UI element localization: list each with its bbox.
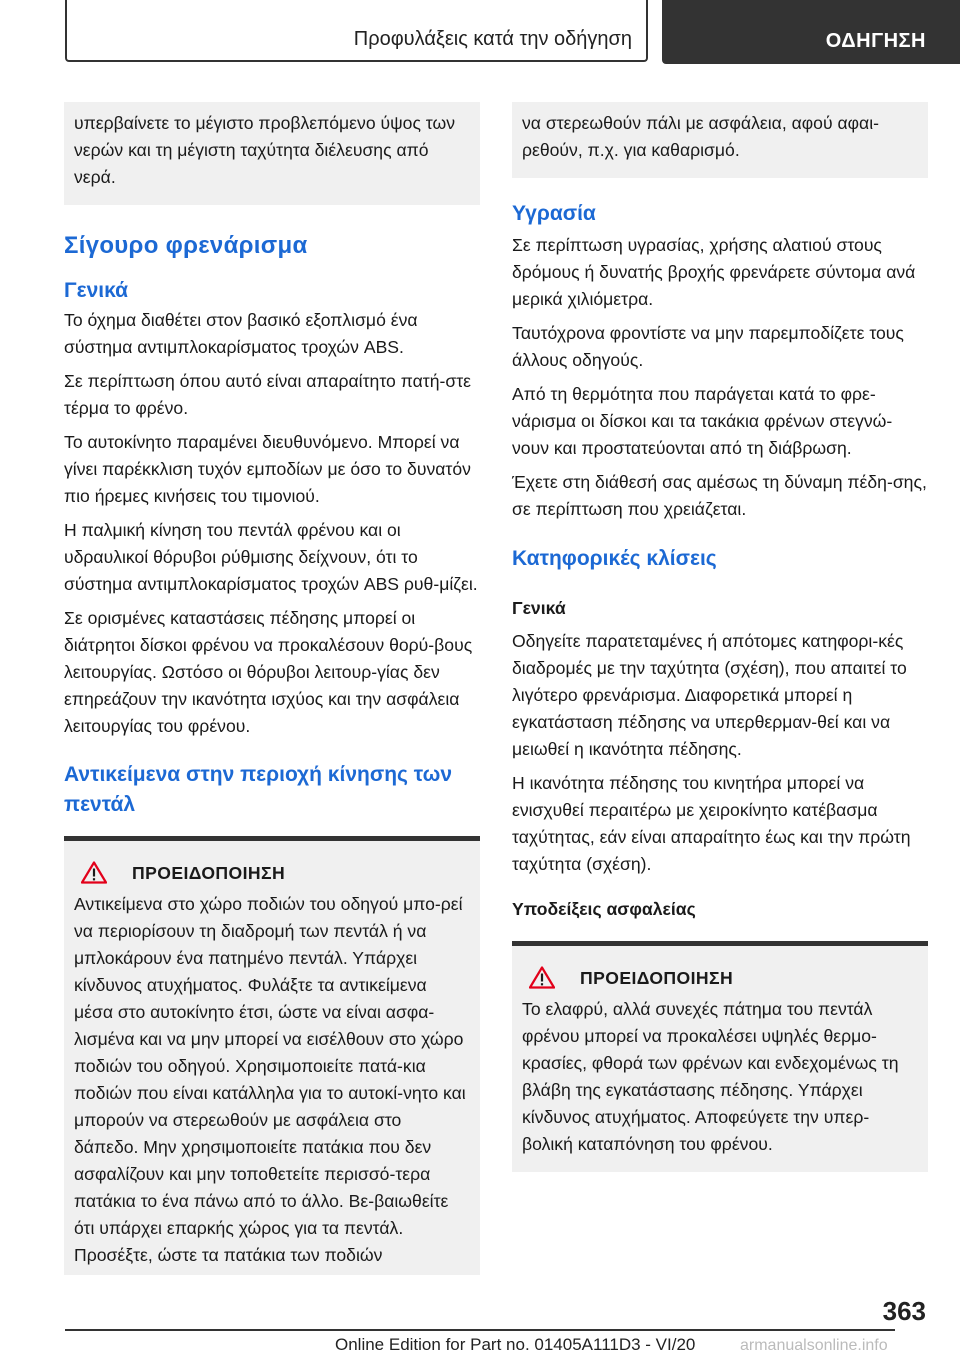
warning-triangle-icon [522,966,562,990]
paragraph: Έχετε στη διάθεσή σας αμέσως τη δύναμη πέδη-σης, σε περίπτωση που χρειάζεται. [512,472,927,519]
chapter-title: Προφυλάξεις κατά την οδήγηση [353,28,632,50]
continued-box [64,102,480,205]
paragraph: Σε ορισμένες καταστάσεις πέδησης μπορεί οι διάτρητοι δίσκοι φρένου να προκαλέσουν θορύ-βους λειτουργίας. Ωστόσο οι θόρυβοι λειτουρ-γίας δεν επηρεάζουν την ικανότητα ισχύος και την ασφάλεια λειτουργίας του φρένου. [64,608,473,736]
page-header [0,0,960,66]
paragraph: Η ικανότητα πέδησης του κινητήρα μπορεί να ενισχυθεί περαιτέρω με χειροκίνητο κατέβασμα ταχύτητας, εάν είναι απαραίτητο έως και την πρώτη ταχύτητα (σχέση). [512,773,911,874]
paragraph: Οδηγείτε παρατεταμένες ή απότομες κατηφορι-κές διαδρομές με την ταχύτητα (σχέση), που απαιτεί το λιγότερο φρενάρισμα. Διαφορετικά μπορεί η εγκατάσταση πέδησης να υπερθερμαν-θεί και να μειωθεί η ικανότητα πέδησης. [512,631,907,759]
paragraph: Ταυτόχρονα φροντίστε να μην παρεμποδίζετε τους άλλους οδηγούς. [512,323,904,370]
subheading-safety: Υποδείξεις ασφαλείας [512,899,696,919]
section-label: ΟΔΗΓΗΣΗ [825,30,926,52]
continued-text: υπερβαίνετε το μέγιστο προβλεπόμενο ύψος των νερών και τη μέγιστη ταχύτητα διέλευσης από νερά. [74,113,456,187]
paragraph: Σε περίπτωση όπου αυτό είναι απαραίτητο πατή-στε τέρμα το φρένο. [64,371,472,418]
left-column [64,102,480,1275]
heading-downhill: Κατηφορικές κλίσεις [512,547,717,570]
section-tab [662,0,960,64]
header-title-box [65,0,648,62]
subheading-general: Γενικά [512,598,566,618]
warning-box [64,836,480,1275]
paragraph: Η παλμική κίνηση του πεντάλ φρένου και οι υδραυλικοί θόρυβοι ρύθμισης δείχνουν, ότι το σύστημα αντιμπλοκαρίσματος τροχών ABS ρυθ-μίζει. [64,520,478,594]
warning-title: ΠΡΟΕΙΔΟΠΟΙΗΣΗ [132,862,286,883]
paragraph: Σε περίπτωση υγρασίας, χρήσης αλατιού στους δρόμους ή δυνατής βροχής φρενάρετε σύντομα ανά μερικά χιλιόμετρα. [512,235,916,309]
paragraph: Από τη θερμότητα που παράγεται κατά το φρε-νάρισμα οι δίσκοι και τα τακάκια φρένων στεγνώ-νουν και προστατεύονται από τη διάβρωση. [512,384,893,458]
heading-safe-braking: Σίγουρο φρενάρισμα [64,232,308,259]
heading-humidity: Υγρασία [512,202,596,225]
warning-box [512,941,928,1172]
page-number: 363 [882,1296,926,1326]
heading-general: Γενικά [64,279,129,302]
right-column [512,102,928,1172]
warning-header [522,966,916,990]
paragraph: Το όχημα διαθέτει στον βασικό εξοπλισμό ένα σύστημα αντιμπλοκαρίσματος τροχών ABS. [64,310,418,357]
warning-header [74,861,468,885]
continued-warning-box [512,102,928,178]
watermark: armanualsonline.info [740,1337,888,1354]
paragraph: Το αυτοκίνητο παραμένει διευθυνόμενο. Μπορεί να γίνει παρέκκλιση τυχόν εμποδίων με όσο το δυνατόν πιο ήρεμες κινήσεις του τιμονιού. [64,432,471,506]
warning-text: Αντικείμενα στο χώρο ποδιών του οδηγού μπο-ρεί να περιορίσουν τη διαδρομή των πεντάλ ή να μπλοκάρουν ένα πατημένο πεντάλ. Υπάρχει κίνδυνος ατυχήματος. Φυλάξτε τα αντικείμενα μέσα στο αυτοκίνητο έτσι, ώστε να είναι ασφα-λισμένα και να μην μπορεί να εισέλθουν στο χώρο ποδιών του οδηγού. Χρησιμοποιείτε πατά-κια ποδιών που είναι κατάλληλα για το αυτοκί-νητο και μπορούν να στερεωθούν με ασφάλεια στο δάπεδο. Μην χρησιμοποιείτε πατάκια που δεν ασφαλίζουν και μην τοποθετείτε περισσό-τερα πατάκια το ένα πάνω από το άλλο. Βε-βαιωθείτε ότι υπάρχει επαρκής χώρος για τα πεντάλ. Προσέξτε, ώστε τα πατάκια των ποδιών [74,894,466,1265]
footer-divider [65,1329,895,1331]
warning-title: ΠΡΟΕΙΔΟΠΟΙΗΣΗ [580,967,734,988]
heading-pedal-objects: Αντικείμενα στην περιοχή κίνησης των πεντάλ [64,763,452,816]
warning-text: Το ελαφρύ, αλλά συνεχές πάτημα του πεντάλ φρένου μπορεί να προκαλέσει υψηλές θερμο-κρασίες, φθορά των φρένων και ενδεχομένως τη βλάβη της εγκατάστασης πέδησης. Υπάρχει κίνδυνος ατυχήματος. Αποφεύγετε την υπερ-βολική καταπόνηση του φρένου. [522,999,899,1154]
warning-triangle-icon [74,861,114,885]
edition-text: Online Edition for Part no. 01405A111D3 - VI/20 [335,1335,696,1354]
continued-warning-text: να στερεωθούν πάλι με ασφάλεια, αφού αφαι-ρεθούν, π.χ. για καθαρισμό. [522,113,879,160]
